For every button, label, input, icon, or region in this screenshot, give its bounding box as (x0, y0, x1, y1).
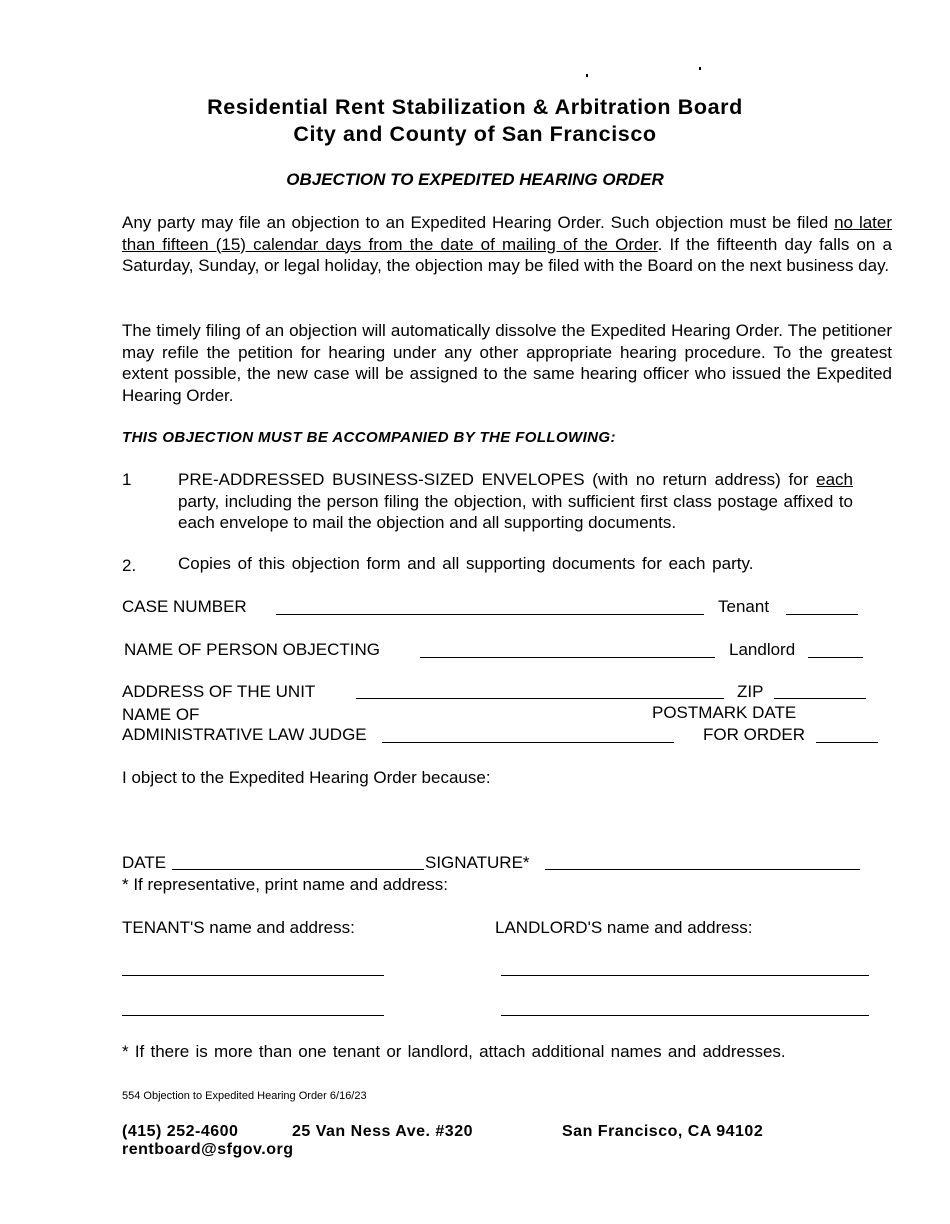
zip-label: ZIP (737, 682, 764, 701)
intro-paragraph-1 (122, 212, 892, 277)
requirement-item: Copies of this objection form and all supporting documents for each party. (178, 554, 754, 573)
board-title: Residential Rent Stabilization & Arbitration Board (207, 95, 743, 119)
requirement-emphasis: each (816, 470, 853, 489)
postmark-date-label: POSTMARK DATE (652, 703, 797, 722)
multiple-parties-note: * If there is more than one tenant or landlord, attach additional names and addresses. (122, 1042, 786, 1061)
requirement-text: PRE-ADDRESSED BUSINESS-SIZED ENVELOPES (with no return address) for (178, 470, 817, 489)
unit-address-label: ADDRESS OF THE UNIT (122, 682, 316, 701)
date-label: DATE (122, 853, 167, 872)
case-number-label: CASE NUMBER (122, 597, 247, 616)
case-number-field[interactable] (276, 614, 704, 615)
tenant-label: Tenant (718, 597, 770, 616)
alj-field[interactable] (382, 742, 674, 743)
street-address: 25 Van Ness Ave. #320 (292, 1123, 473, 1140)
landlord-address-label: LANDLORD'S name and address: (495, 918, 753, 937)
form-title: OBJECTION TO EXPEDITED HEARING ORDER (286, 170, 664, 189)
postmark-date-field[interactable] (816, 742, 878, 743)
landlord-label: Landlord (729, 640, 796, 659)
signature-label: SIGNATURE* (425, 853, 530, 872)
name-of-label: NAME OF (122, 705, 200, 724)
tenant-field[interactable] (786, 614, 858, 615)
scan-mark (586, 74, 588, 77)
intro-paragraph-2: The timely filing of an objection will automatically dissolve the Expedited Hearing Order. The petitioner may refile the petition for hearing under any other appropriate hearing procedure. To the greatest extent possible, the new case will be assigned to the same hearing officer who issued the Expedited Hearing Order. (122, 321, 892, 405)
zip-field[interactable] (774, 698, 866, 699)
scan-mark (699, 67, 701, 70)
signature-field[interactable] (545, 869, 860, 870)
objection-reason-label: I object to the Expedited Hearing Order because: (122, 768, 491, 787)
person-objecting-field[interactable] (420, 657, 715, 658)
landlord-address-line-2[interactable] (501, 1015, 869, 1016)
landlord-address-line-1[interactable] (501, 975, 869, 976)
requirement-text-continued: party, including the person filing the objection, with sufficient first class postage affixed to each envelope to mail the objection and all supporting documents. (178, 491, 853, 532)
requirement-number: 2. (122, 556, 137, 575)
representative-note: * If representative, print name and address: (122, 875, 449, 894)
city-county-title: City and County of San Francisco (293, 122, 657, 146)
landlord-field[interactable] (808, 657, 863, 658)
alj-label: ADMINISTRATIVE LAW JUDGE (122, 725, 367, 744)
person-objecting-label: NAME OF PERSON OBJECTING (124, 640, 380, 659)
requirement-item (178, 469, 853, 534)
form-id: 554 Objection to Expedited Hearing Order 6/16/23 (122, 1090, 367, 1102)
tenant-address-label: TENANT'S name and address: (122, 918, 355, 937)
unit-address-field[interactable] (356, 698, 724, 699)
phone-number: (415) 252-4600 (122, 1123, 239, 1140)
for-order-label: FOR ORDER (703, 725, 805, 744)
tenant-address-line-1[interactable] (122, 975, 384, 976)
email-address: rentboard@sfgov.org (122, 1141, 294, 1158)
date-field[interactable] (172, 869, 424, 870)
intro-text-continued: . If the fifteenth day falls on a Saturday, Sunday, or legal holiday, the objection may be filed with the Board on the next business day. (122, 234, 892, 275)
requirement-number: 1 (122, 470, 132, 489)
intro-text: Any party may file an objection to an Expedited Hearing Order. Such objection must be filed (122, 213, 835, 232)
city-address: San Francisco, CA 94102 (562, 1123, 764, 1140)
deadline-text: no later than fifteen (15) calendar days from the date of mailing of the Order (122, 213, 893, 254)
requirements-heading: THIS OBJECTION MUST BE ACCOMPANIED BY THE FOLLOWING: (122, 429, 616, 446)
tenant-address-line-2[interactable] (122, 1015, 384, 1016)
